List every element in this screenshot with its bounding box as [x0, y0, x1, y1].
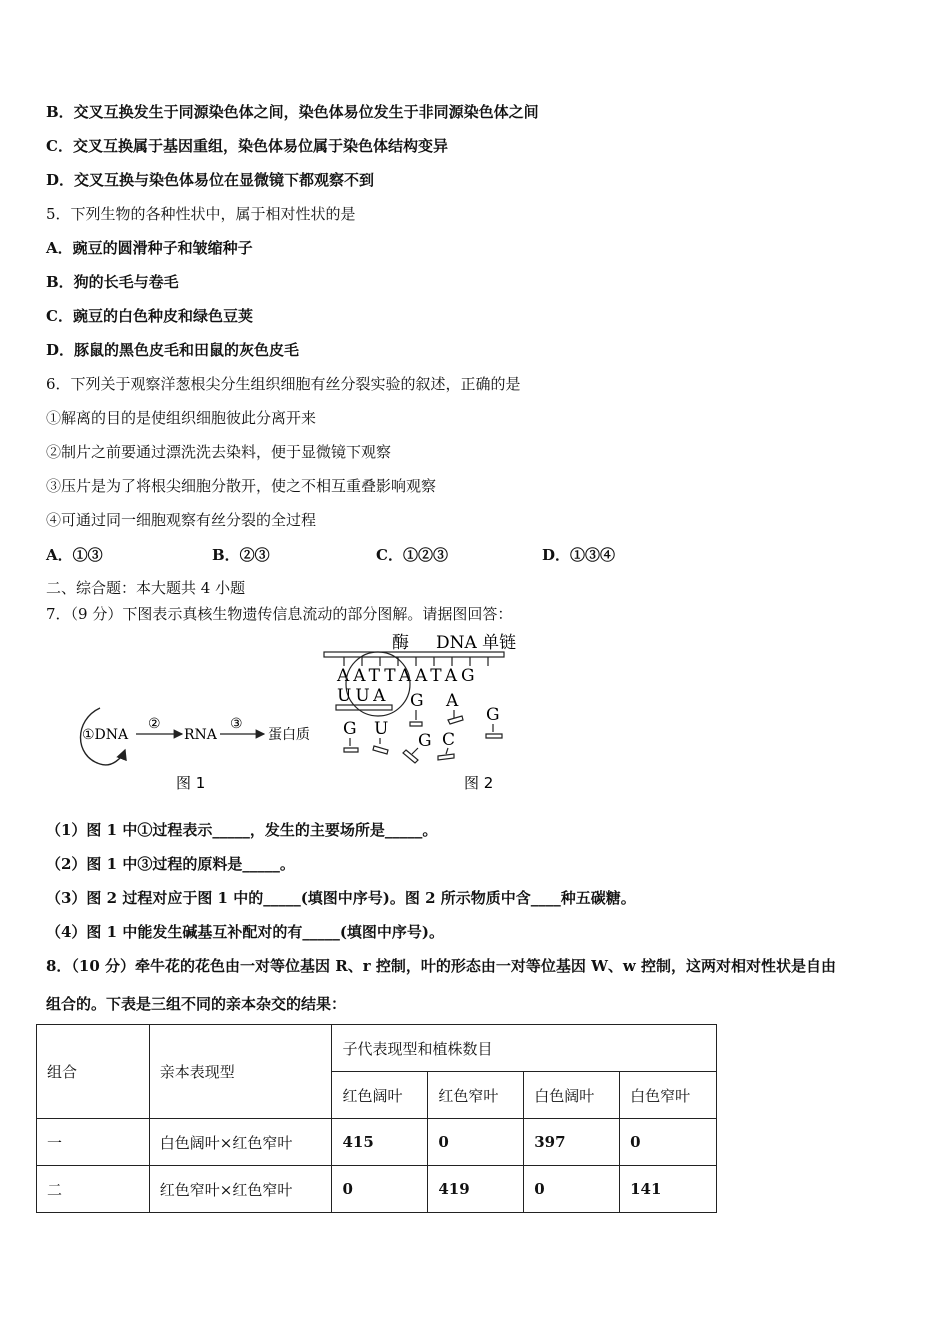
q7-figure: [70, 628, 530, 798]
q7-sub-2: （2）图 1 中③过程的原料是_____。: [46, 855, 295, 873]
free-nucleotide-g1-stem: [344, 738, 358, 752]
template-sequence: AATTAATAG: [337, 666, 479, 686]
header-col: 白色阔叶: [524, 1072, 620, 1119]
fig1-caption: 图 1: [176, 774, 206, 792]
q6-statement-4: ④可通过同一细胞观察有丝分裂的全过程: [46, 511, 317, 529]
figure-svg: [70, 628, 530, 798]
free-nucleotide-u-stem: [373, 738, 388, 754]
q5-option-a: A．豌豆的圆滑种子和皱缩种子: [46, 239, 253, 257]
free-nucleotide-g-right: G: [486, 705, 500, 725]
header-col: 红色阔叶: [332, 1072, 428, 1119]
header-group: 组合: [37, 1025, 150, 1119]
free-nucleotide-u: U: [374, 719, 389, 739]
fig1-rna-label: RNA: [184, 727, 217, 743]
fig2-strand-label: DNA 单链: [436, 633, 517, 653]
q7-sub-3: （3）图 2 过程对应于图 1 中的_____(填图中序号)。图 2 所示物质中含____种五碳糖。: [46, 889, 636, 907]
q5-option-c: C．豌豆的白色种皮和绿色豆荚: [46, 307, 253, 325]
q8-stem-line-1: 8．（10 分）牵牛花的花色由一对等位基因 R、r 控制，叶的形态由一对等位基因 W、w 控制，这两对相对性状是自由: [46, 957, 837, 975]
q7-sub-4: （4）图 1 中能发生碱基互补配对的有_____(填图中序号)。: [46, 923, 445, 941]
q7-sub-1: （1）图 1 中①过程表示_____，发生的主要场所是_____。: [46, 821, 438, 839]
header-offspring: 子代表现型和植株数目: [332, 1025, 717, 1072]
header-col: 红色窄叶: [428, 1072, 524, 1119]
q6-options: [46, 544, 666, 564]
fig2-enzyme-label: 酶: [392, 633, 409, 653]
cell-parent: 红色窄叶×红色窄叶: [149, 1166, 332, 1213]
table-row: [37, 1166, 717, 1213]
fig2-caption: 图 2: [464, 774, 494, 792]
q4-option-b: B．交叉互换发生于同源染色体之间，染色体易位发生于非同源染色体之间: [46, 103, 539, 121]
free-nucleotide-g2: G: [418, 731, 432, 751]
template-base-stems: [344, 657, 488, 666]
q6-statement-2: ②制片之前要通过漂洗洗去染料，便于显微镜下观察: [46, 443, 392, 461]
free-nucleotide-a-stem: [448, 710, 463, 724]
paired-rna-sequence: UUA: [337, 686, 390, 706]
q6-option-c: C．①②③: [376, 546, 448, 564]
section-2-heading: 二、综合题：本大题共 4 小题: [46, 579, 246, 597]
cross-results-table: [36, 1024, 717, 1213]
free-nucleotide-g-top: G: [410, 691, 424, 711]
cell-group: 一: [37, 1119, 150, 1166]
cell-value: 141: [620, 1166, 717, 1213]
q4-option-c: C．交叉互换属于基因重组，染色体易位属于染色体结构变异: [46, 137, 448, 155]
fig1-step3-label: ③: [230, 716, 243, 732]
cell-value: 419: [428, 1166, 524, 1213]
q5-option-d: D．豚鼠的黑色皮毛和田鼠的灰色皮毛: [46, 341, 300, 359]
table-header-row: [37, 1025, 717, 1072]
free-nucleotide-a: A: [446, 691, 459, 711]
fig1-dna-label: ①DNA: [82, 727, 129, 743]
cell-value: 415: [332, 1119, 428, 1166]
cell-value: 397: [524, 1119, 620, 1166]
q6-option-d: D．①③④: [542, 546, 616, 564]
table-row: [37, 1119, 717, 1166]
cell-parent: 白色阔叶×红色窄叶: [149, 1119, 332, 1166]
fig1-protein-label: 蛋白质: [268, 727, 310, 743]
q6-statement-1: ①解离的目的是使组织细胞彼此分离开来: [46, 409, 317, 427]
q6-option-a: A．①③: [46, 546, 103, 564]
q7-stem: 7．（9 分）下图表示真核生物遗传信息流动的部分图解。请据图回答：: [46, 605, 513, 623]
q8-stem-line-2: 组合的。下表是三组不同的亲本杂交的结果：: [46, 995, 347, 1013]
free-nucleotide-g1: G: [343, 719, 357, 739]
free-nucleotide-g-top-stem: [410, 710, 422, 726]
q5-stem: 5．下列生物的各种性状中，属于相对性状的是: [46, 205, 356, 223]
q4-option-d: D．交叉互换与染色体易位在显微镜下都观察不到: [46, 171, 375, 189]
q6-stem: 6．下列关于观察洋葱根尖分生组织细胞有丝分裂实验的叙述，正确的是: [46, 375, 521, 393]
fig1-step2-label: ②: [148, 716, 161, 732]
free-nucleotide-g2-stem: [403, 748, 418, 763]
q5-option-b: B．狗的长毛与卷毛: [46, 273, 179, 291]
q6-option-b: B．②③: [212, 546, 270, 564]
header-parent-phenotype: 亲本表现型: [149, 1025, 332, 1119]
free-nucleotide-c: C: [442, 730, 456, 750]
cell-group: 二: [37, 1166, 150, 1213]
q6-statement-3: ③压片是为了将根尖细胞分散开，使之不相互重叠影响观察: [46, 477, 437, 495]
free-nucleotide-g-right-stem: [486, 724, 502, 738]
header-col: 白色窄叶: [620, 1072, 717, 1119]
cell-value: 0: [524, 1166, 620, 1213]
cell-value: 0: [620, 1119, 717, 1166]
cell-value: 0: [428, 1119, 524, 1166]
cell-value: 0: [332, 1166, 428, 1213]
